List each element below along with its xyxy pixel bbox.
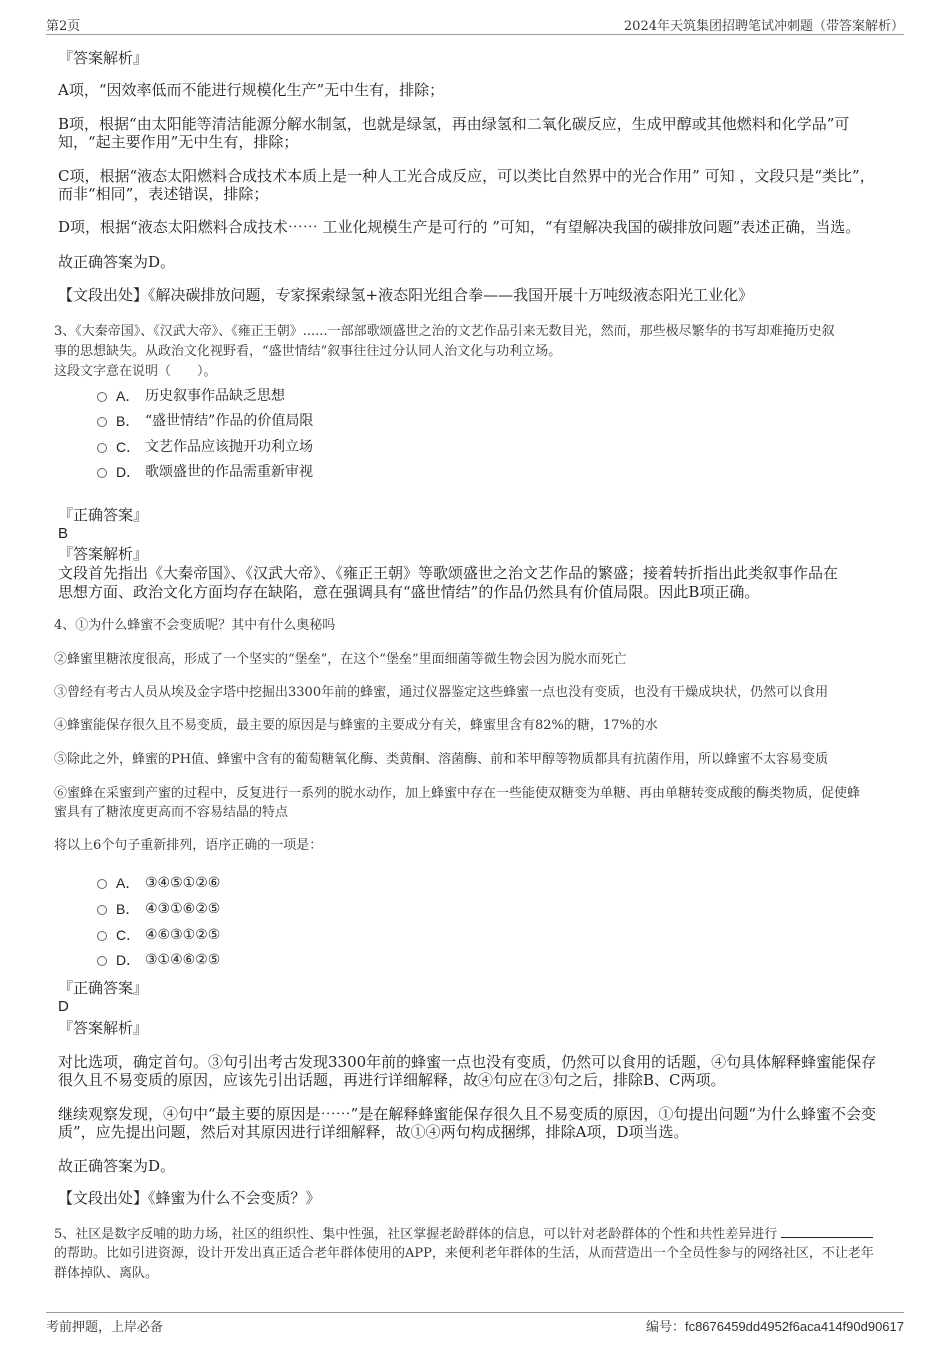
option-text: 歌颂盛世的作品需重新审视 xyxy=(145,464,313,480)
q3-stem-line1: 3、《大秦帝国》、《汉武大帝》、《雍正王朝》......一部部歌颂盛世之治的文艺作品引来无数目光，然而，那些极尽繁华的书写却难掩历史叙 xyxy=(54,324,835,339)
q3-stem-line3: 这段文字意在说明（ ）。 xyxy=(54,364,217,379)
document-code: 编号：fc8676459dd4952f6aca414f90d90617 xyxy=(645,1319,904,1334)
option-text: ③①④⑥②⑤ xyxy=(145,952,221,968)
option-text: ④③①⑥②⑤ xyxy=(145,901,221,917)
radio-icon[interactable] xyxy=(97,931,107,941)
q4-sentence-5: ⑤除此之外，蜂蜜的PH值、蜂蜜中含有的葡萄糖氧化酶、类黄酮、溶菌酶、前和苯甲醇等物质都具有抗菌作用，所以蜂蜜不太容易变质 xyxy=(54,752,829,767)
page-footer xyxy=(46,1312,904,1333)
option-text: “盛世情结”作品的价值局限 xyxy=(145,413,314,429)
q5-stem-line3: 群体掉队、离队。 xyxy=(54,1266,159,1281)
q4-answer: D xyxy=(58,998,69,1015)
q4-sentence-6-line2: 蜜具有了糖浓度更高而不容易结晶的特点 xyxy=(54,805,289,820)
radio-icon[interactable] xyxy=(97,468,107,478)
page-number: 第2页 xyxy=(46,19,81,34)
answer-blank[interactable] xyxy=(781,1225,873,1238)
radio-icon[interactable] xyxy=(97,443,107,453)
q2-explain-b-line2: 知，“起主要作用”无中生有，排除； xyxy=(58,133,299,151)
q2-explain-title: 『答案解析』 xyxy=(58,49,149,67)
q5-stem-text: 5、社区是数字反哺的助力场，社区的组织性、集中性强，社区掌握老龄群体的信息，可以针对老龄群体的个性和共性差异进行 xyxy=(54,1227,778,1242)
radio-icon[interactable] xyxy=(97,417,107,427)
q2-explain-c-line2: 而非“相同”，表述错误，排除； xyxy=(58,185,269,203)
option-text: 历史叙事作品缺乏思想 xyxy=(145,388,285,404)
q2-conclusion: 故正确答案为D。 xyxy=(58,253,176,271)
q4-prompt: 将以上6个句子重新排列，语序正确的一项是： xyxy=(54,838,323,853)
q3-answer: B xyxy=(58,525,69,542)
q3-explain-line1: 文段首先指出《大秦帝国》、《汉武大帝》、《雍正王朝》等歌颂盛世之治文艺作品的繁盛；接着转折指出此类叙事作品在 xyxy=(58,564,839,582)
radio-icon[interactable] xyxy=(97,956,107,966)
q2-explain-c-line1: C项，根据“液态太阳燃料合成技术本质上是一种人工光合成反应，可以类比自然界中的光合作用” 可知 ，文段只是“类比”， xyxy=(58,167,875,185)
document-title: 2024年天筑集团招聘笔试冲刺题（带答案解析） xyxy=(623,19,904,34)
q3-explain-title: 『答案解析』 xyxy=(58,545,149,563)
q4-sentence-6-line1: ⑥蜜蜂在采蜜到产蜜的过程中，反复进行一系列的脱水动作，加上蜂蜜中存在一些能使双糖变为单糖、再由单糖转变成酸的酶类物质，促使蜂 xyxy=(54,786,861,801)
option-label: A． xyxy=(116,388,140,404)
q4-sentence-1: 4、①为什么蜂蜜不会变质呢？其中有什么奥秘吗 xyxy=(54,618,336,633)
q4-answer-title: 『正确答案』 xyxy=(58,979,149,997)
option-label: A． xyxy=(116,875,140,891)
option-text: ③④⑤①②⑥ xyxy=(145,875,221,891)
radio-icon[interactable] xyxy=(97,392,107,402)
option-text: 文艺作品应该抛开功利立场 xyxy=(145,439,313,455)
q2-source: 【文段出处】《解决碳排放问题，专家探索绿氢+液态阳光组合拳——我国开展十万吨级液态阳光工业化》 xyxy=(58,286,754,304)
q3-answer-title: 『正确答案』 xyxy=(58,506,149,524)
page-header xyxy=(46,14,904,35)
option-label: B． xyxy=(116,413,140,429)
option-label: D． xyxy=(116,464,141,480)
option-label: C． xyxy=(116,439,141,455)
q4-sentence-2: ②蜂蜜里糖浓度很高，形成了一个坚实的“堡垒”，在这个“堡垒”里面细菌等微生物会因为脱水而死亡 xyxy=(54,652,627,667)
q4-sentence-4: ④蜂蜜能保存很久且不易变质，最主要的原因是与蜂蜜的主要成分有关，蜂蜜里含有82%的糖，17%的水 xyxy=(54,718,658,733)
q2-explain-d: D项，根据“液态太阳燃料合成技术⋯⋯ 工业化规模生产是可行的 ”可知，“有望解决我国的碳排放问题”表述正确，当选。 xyxy=(58,218,861,236)
q4-explain-p2-line1: 继续观察发现，④句中“最主要的原因是⋯⋯”是在解释蜂蜜能保存很久且不易变质的原因，①句提出问题“为什么蜂蜜不会变 xyxy=(58,1105,877,1123)
q4-explain-p2-line2: 质”，应先提出问题，然后对其原因进行详细解释，故①④两句构成捆绑，排除A项，D项当选。 xyxy=(58,1123,689,1141)
q5-stem-line1 xyxy=(54,1225,873,1244)
q3-stem-line2: 事的思想缺失。从政治文化视野看，“盛世情结”叙事往往过分认同人治文化与功利立场。 xyxy=(54,344,562,359)
q4-explain-p1-line1: 对比选项，确定首句。③句引出考古发现3300年前的蜂蜜一点也没有变质，仍然可以食用的话题，④句具体解释蜂蜜能保存 xyxy=(58,1053,877,1071)
q2-explain-b-line1: B项，根据“由太阳能等清洁能源分解水制氢，也就是绿氢，再由绿氢和二氧化碳反应，生成甲醇或其他燃料和化学品”可 xyxy=(58,115,850,133)
radio-icon[interactable] xyxy=(97,905,107,915)
q3-explain-line2: 思想方面、政治文化方面均存在缺陷，意在强调具有“盛世情结”的作品仍然具有价值局限。因此B项正确。 xyxy=(58,583,760,601)
q4-sentence-3: ③曾经有考古人员从埃及金字塔中挖掘出3300年前的蜂蜜，通过仪器鉴定这些蜂蜜一点也没有变质，也没有干燥成块状，仍然可以食用 xyxy=(54,685,829,700)
q4-explain-p1-line2: 很久且不易变质的原因，应该先引出话题，再进行详细解释，故④句应在③句之后，排除B、C两项。 xyxy=(58,1071,726,1089)
radio-icon[interactable] xyxy=(97,879,107,889)
q4-explain-title: 『答案解析』 xyxy=(58,1019,149,1037)
option-label: B． xyxy=(116,901,140,917)
option-label: C． xyxy=(116,927,141,943)
option-text: ④⑥③①②⑤ xyxy=(145,927,221,943)
footer-slogan: 考前押题，上岸必备 xyxy=(46,1320,164,1335)
q4-conclusion: 故正确答案为D。 xyxy=(58,1157,176,1175)
q4-source: 【文段出处】《蜂蜜为什么不会变质？》 xyxy=(58,1189,321,1207)
option-label: D． xyxy=(116,952,141,968)
q5-stem-line2: 的帮助。比如引进资源，设计开发出真正适合老年群体使用的APP，来便利老年群体的生活，从而营造出一个全员性参与的网络社区，不让老年 xyxy=(54,1246,874,1261)
q2-explain-a: A项，“因效率低而不能进行规模化生产”无中生有，排除； xyxy=(58,81,445,99)
